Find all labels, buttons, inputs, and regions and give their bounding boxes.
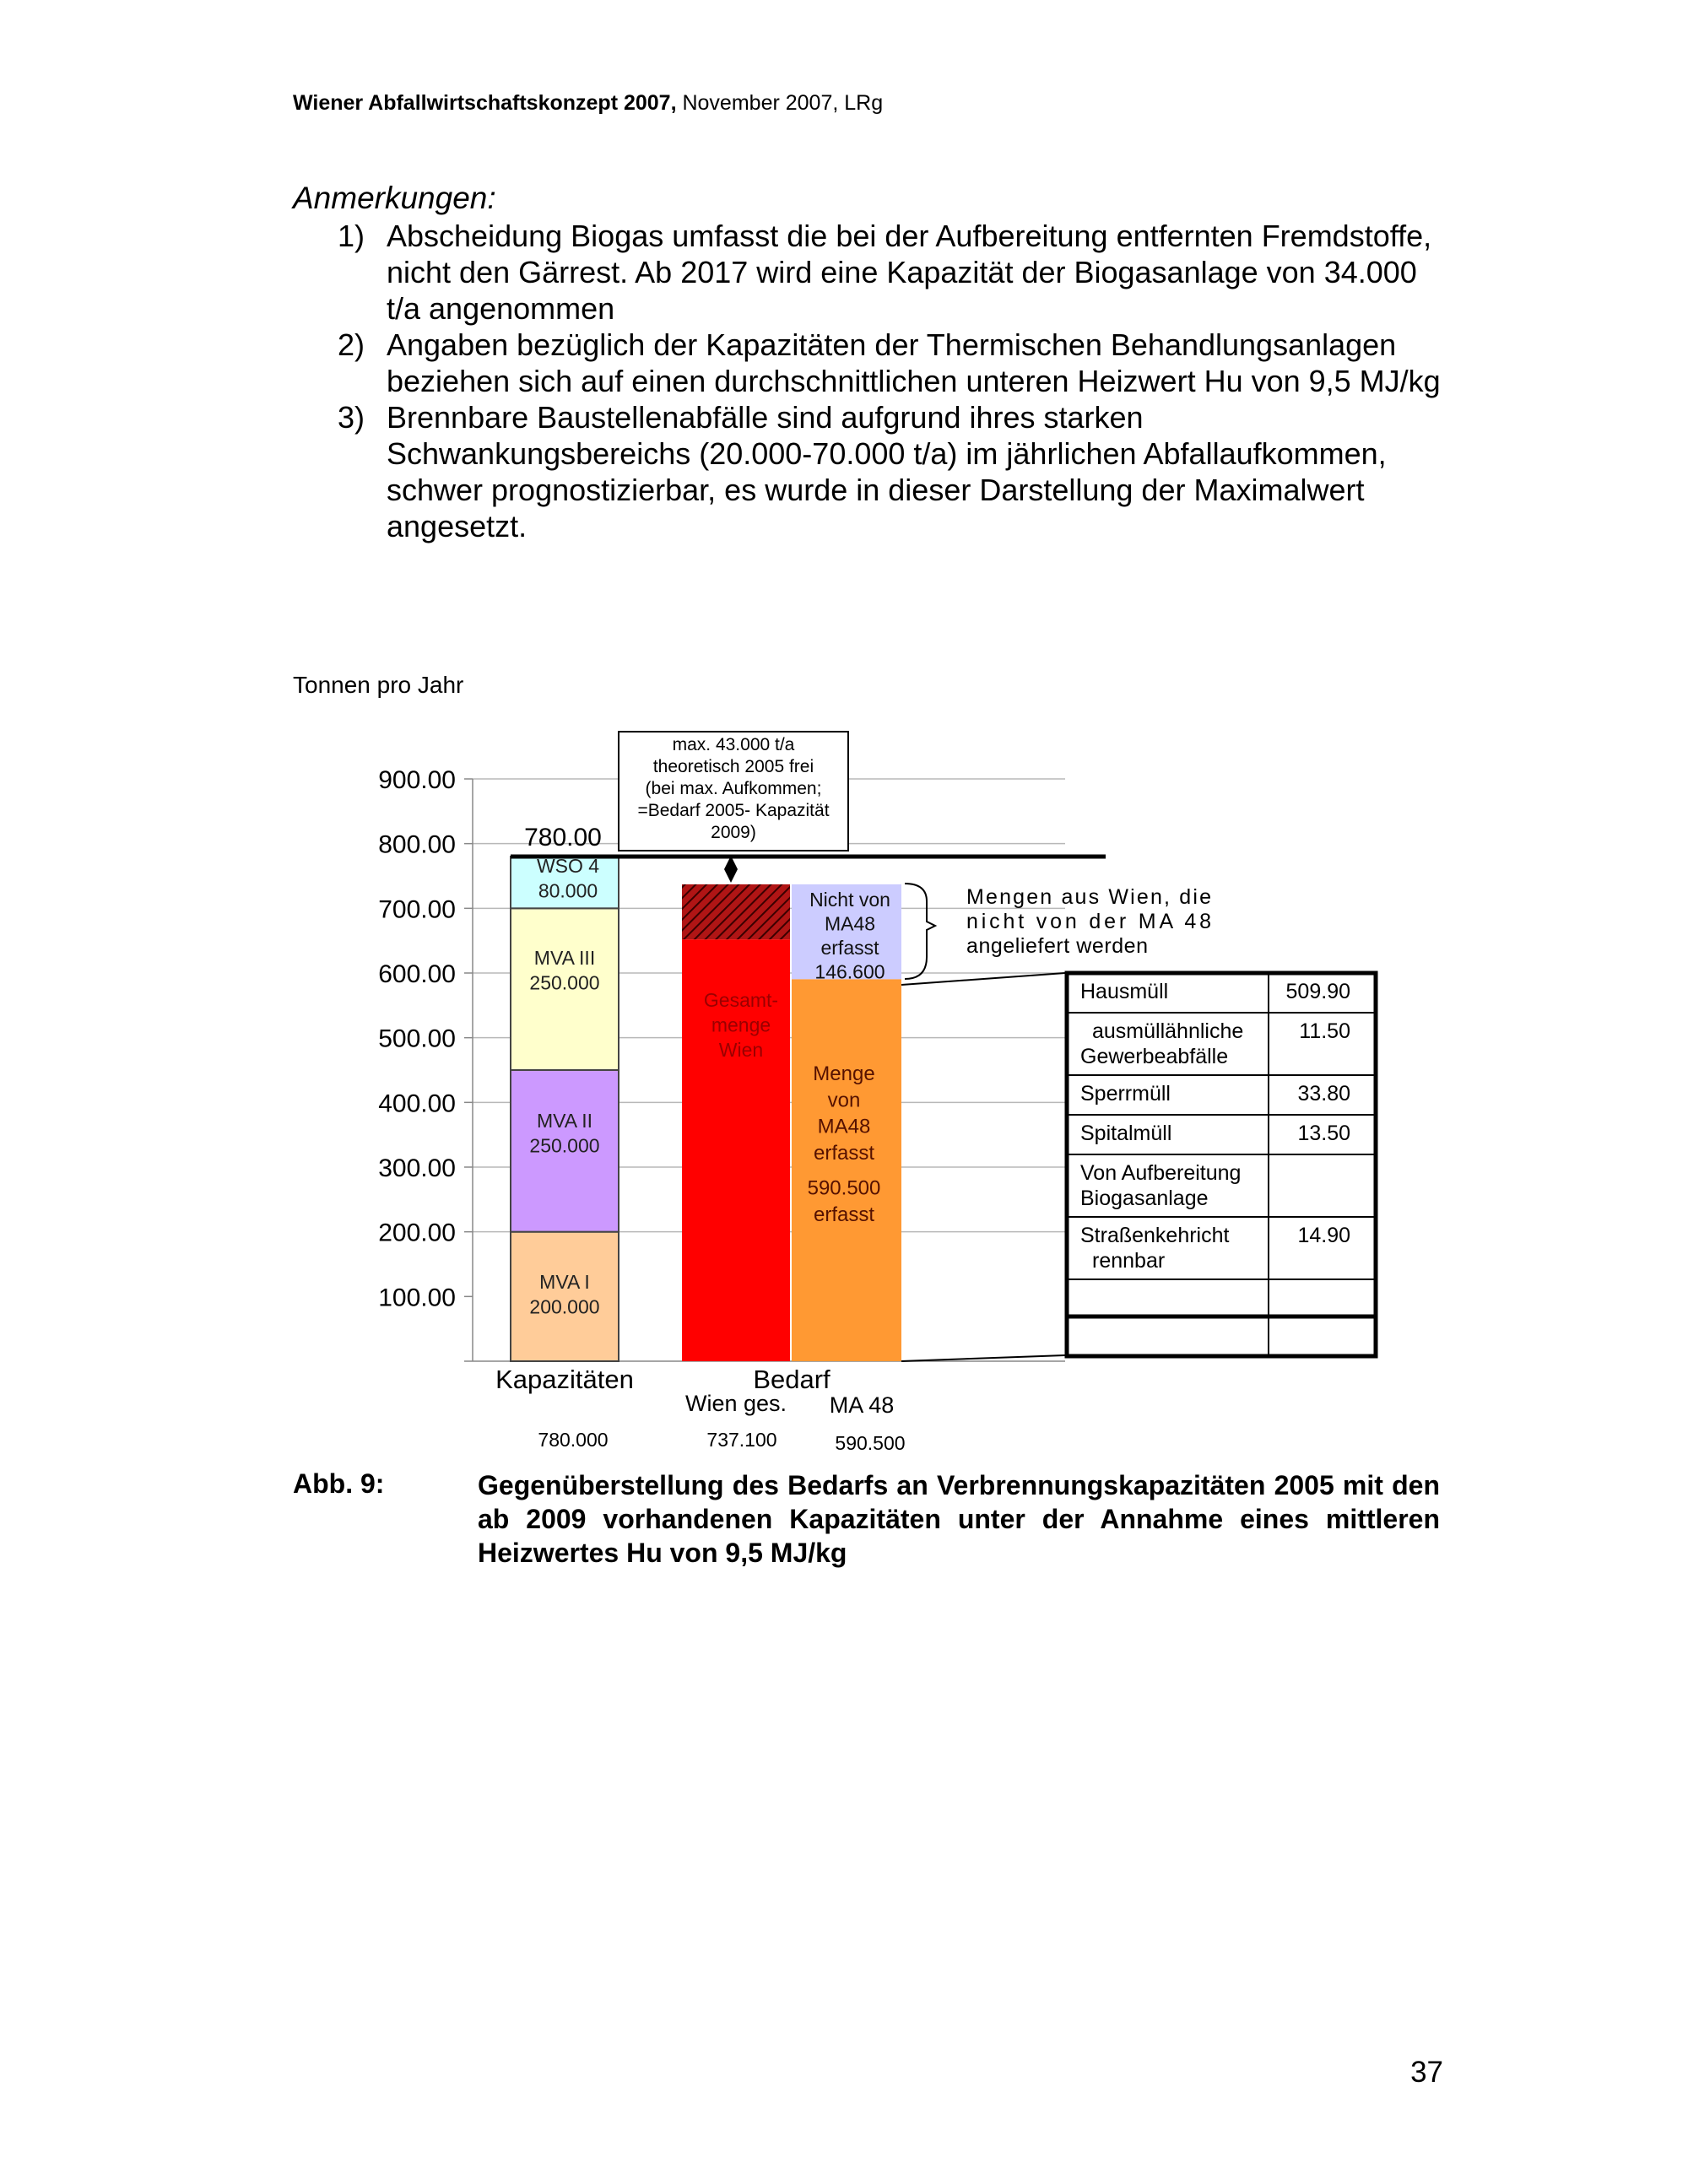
note-number: 3) (338, 400, 365, 435)
capacity-line-label: 780.00 (524, 824, 602, 851)
page-number: 37 (1410, 2056, 1443, 2089)
y-tick-label: 800.00 (378, 830, 456, 859)
bar-total-label: 780.000 (538, 1429, 609, 1451)
chart-bars (511, 855, 901, 1361)
category-label: Bedarf (753, 1365, 830, 1394)
note-number: 2) (338, 327, 365, 362)
y-tick-label: 400.00 (378, 1089, 456, 1118)
table-cell-value: 14.90 (1297, 1224, 1350, 1247)
note-text: Brennbare Baustellenabfälle sind aufgrund ihres starken Schwankungsbereichs (20.000-70.000 t/a) im jährlichen Abfallaufkommen, schwer prognostizierbar, es wurde in dieser Darstellung der Maximalwert angesetzt. (387, 400, 1387, 543)
connector-line (901, 1355, 1065, 1361)
y-tick-label: 100.00 (378, 1284, 456, 1312)
note-number: 1) (338, 219, 365, 253)
segment-label: WSO 4 80.000 (536, 855, 600, 902)
annotation-text: max. 43.000 t/a theoretisch 2005 frei (bei max. Aufkommen; =Bedarf 2005- Kapazität 2009) (637, 735, 830, 842)
segment-label: MVA III 250.000 (529, 947, 600, 994)
y-tick-label: 200.00 (378, 1219, 456, 1247)
note-text: Angaben bezüglich der Kapazitäten der Thermischen Behandlungsanlagen beziehen sich auf einen durchschnittlichen unteren Heizwert Hu von 9,5 MJ/kg (387, 327, 1441, 398)
brace (905, 884, 935, 979)
segment-label: Nicht von MA48 erfasst 146.600 (809, 889, 890, 983)
header-date: November 2007, LRg (676, 91, 884, 115)
chart-unit-label: Tonnen pro Jahr (293, 672, 464, 698)
y-tick-label: 700.00 (378, 895, 456, 924)
segment-label: MVA I 200.000 (529, 1271, 600, 1318)
y-tick-label: 300.00 (378, 1154, 456, 1182)
figure-label: Abb. 9: (293, 1468, 385, 1499)
table-cell-value: 33.80 (1297, 1082, 1350, 1106)
y-tick-label: 600.00 (378, 960, 456, 988)
segment-label: MVA II 250.000 (529, 1110, 600, 1157)
connector-line (901, 973, 1065, 985)
table-cell-label: Straßenkehricht rennbar (1080, 1224, 1230, 1273)
note-text: Abscheidung Biogas umfasst die bei der Aufbereitung entfernten Fremdstoffe, nicht den Gärrest. Ab 2017 wird eine Kapazität der Biogasanlage von 34.000 t/a angenommen (387, 219, 1432, 326)
segment-label: Menge von MA48 erfasst 590.500 erfasst (807, 1062, 881, 1227)
bar-total-label: 590.500 (835, 1432, 906, 1454)
table-cell-label: Hausmüll (1080, 980, 1169, 1003)
figure-caption: Gegenüberstellung des Bedarfs an Verbrennungskapazitäten 2005 mit den ab 2009 vorhandenen Kapazitäten unter der Annahme eines mittleren Heizwertes Hu von 9,5 MJ/kg (478, 1470, 1440, 1568)
segment-label: Gesamt-menge Wien (703, 989, 779, 1061)
category-label: Kapazitäten (495, 1365, 634, 1394)
category-sublabel: MA 48 (829, 1392, 895, 1418)
annotation-pointer (724, 856, 738, 883)
category-sublabel: Wien ges. (684, 1391, 787, 1416)
bar-segment (682, 884, 790, 939)
bar-total-label: 737.100 (706, 1429, 777, 1451)
brace-note: Mengen aus Wien, die nicht von der MA 48 angeliefert werden (966, 885, 1211, 958)
notes-title: Anmerkungen: (293, 181, 496, 215)
table-cell-label: Sperrmüll (1080, 1082, 1171, 1106)
table-cell-value: 509.90 (1285, 980, 1350, 1003)
table-cell-label: Von Aufbereitung Biogasanlage (1080, 1161, 1242, 1210)
bar-segment (792, 979, 901, 1361)
y-tick-label: 500.00 (378, 1024, 456, 1053)
header-title: Wiener Abfallwirtschaftskonzept 2007, (293, 91, 677, 115)
table-cell-label: Spitalmüll (1080, 1122, 1172, 1145)
table-cell-value: 11.50 (1299, 1019, 1350, 1043)
table-cell-label: ausmüllähnliche Gewerbeabfälle (1080, 1019, 1244, 1068)
table-cell-value: 13.50 (1297, 1122, 1350, 1145)
y-tick-label: 900.00 (378, 766, 456, 794)
